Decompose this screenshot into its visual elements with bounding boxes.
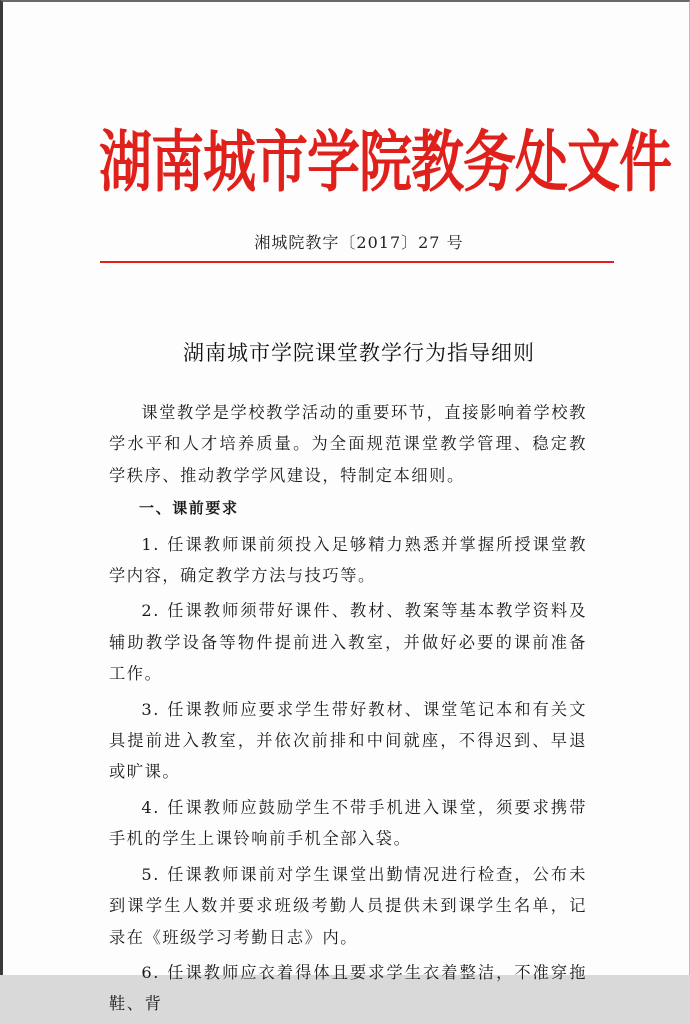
- agency-header-title: 湖南城市学院教务处文件: [99, 123, 671, 202]
- list-item: 2. 任课教师须带好课件、教材、教案等基本教学资料及辅助教学设备等物件提前进入教室，并做好必要的课前准备工作。: [109, 601, 587, 684]
- list-item: 5. 任课教师课前对学生课堂出勤情况进行检查，公布未到课学生人数并要求班级考勤人员提供未到课学生名单，记录在《班级学习考勤日志》内。: [109, 864, 587, 947]
- list-item: 6. 任课教师应衣着得体且要求学生衣着整洁，不准穿拖鞋、背: [109, 962, 587, 1014]
- list-item: 4. 任课教师应鼓励学生不带手机进入课堂，须要求携带手机的学生上课铃响前手机全部入袋。: [109, 797, 587, 849]
- header-divider: [100, 261, 614, 263]
- document-body: [109, 397, 587, 1024]
- list-item: 1. 任课教师课前须投入足够精力熟悉并掌握所授课堂教学内容，确定教学方法与技巧等。: [109, 534, 587, 586]
- list-item: 3. 任课教师应要求学生带好教材、课堂笔记本和有关文具提前进入教室，并依次前排和中间就座，不得迟到、早退或旷课。: [109, 699, 587, 782]
- document-title: 湖南城市学院课堂教学行为指导细则: [183, 341, 535, 365]
- section-heading: 一、课前要求: [139, 499, 239, 518]
- intro-paragraph: 课堂教学是学校教学活动的重要环节，直接影响着学校教学水平和人才培养质量。为全面规范课堂教学管理、稳定教学秩序、推动教学学风建设，特制定本细则。: [109, 403, 587, 485]
- document-number: 湘城院教字〔2017〕27 号: [254, 233, 464, 252]
